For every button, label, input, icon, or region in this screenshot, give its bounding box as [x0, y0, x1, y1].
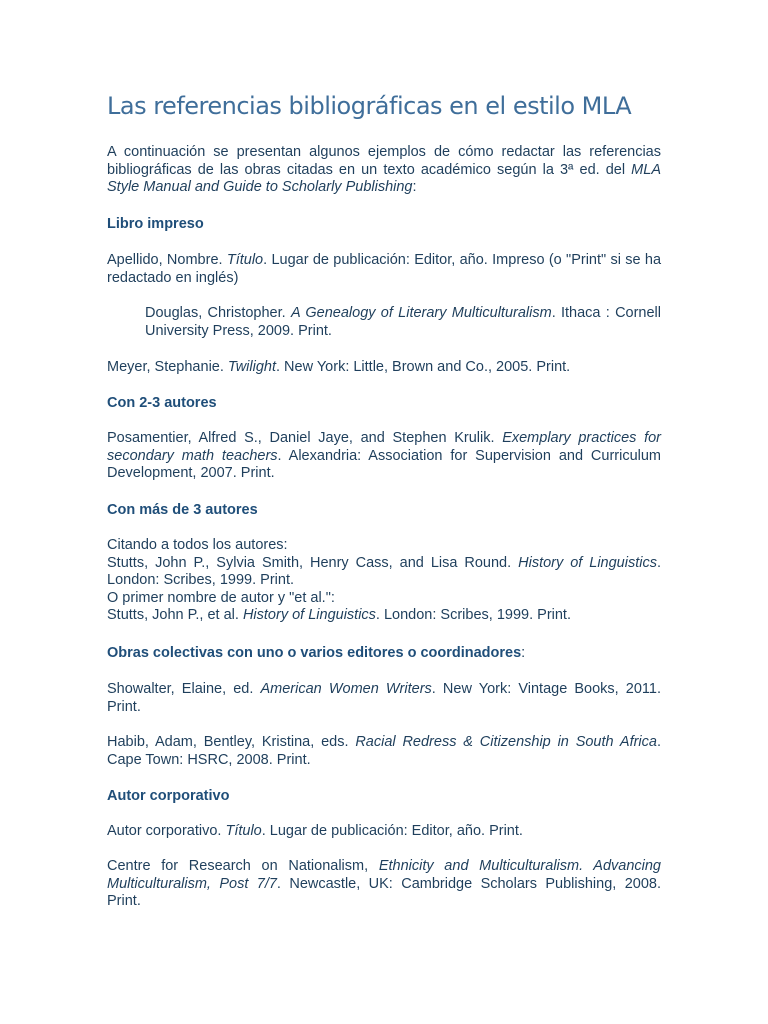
- more-than-3-authors-block: [107, 537, 661, 625]
- heading-obras-colectivas: Obras colectivas con uno o varios editores o coordinadores:: [107, 645, 526, 661]
- note-et-al: O primer nombre de autor y "et al.":: [107, 589, 335, 606]
- heading-autor-corporativo: Autor corporativo: [107, 788, 230, 804]
- pattern-libro-impreso: Apellido, Nombre. Título. Lugar de publicación: Editor, año. Impreso (o "Print" si se ha redactado en inglés): [107, 252, 662, 286]
- heading-mas-de-3-autores: Con más de 3 autores: [107, 502, 258, 518]
- reference-douglas: Douglas, Christopher. A Genealogy of Literary Multiculturalism. Ithaca : Cornell University Press, 2009. Print.: [145, 305, 662, 339]
- reference-stutts-et-al: Stutts, John P., et al. History of Linguistics. London: Scribes, 1999. Print.: [107, 607, 571, 623]
- reference-meyer: Meyer, Stephanie. Twilight. New York: Little, Brown and Co., 2005. Print.: [107, 359, 571, 375]
- heading-con-2-3-autores: Con 2-3 autores: [107, 395, 217, 411]
- reference-posamentier: Posamentier, Alfred S., Daniel Jaye, and Stephen Krulik. Exemplary practices for secondary math teachers. Alexandria: Association for Supervision and Curriculum Development, 2007. Print.: [107, 430, 662, 481]
- reference-showalter: Showalter, Elaine, ed. American Women Writers. New York: Vintage Books, 2011. Print.: [107, 681, 661, 715]
- reference-habib: Habib, Adam, Bentley, Kristina, eds. Racial Redress & Citizenship in South Africa. Cape Town: HSRC, 2008. Print.: [107, 734, 661, 768]
- manual-title: MLA Style Manual and Guide to Scholarly Publishing: [107, 161, 661, 195]
- reference-centre-research: Centre for Research on Nationalism, Ethnicity and Multiculturalism. Advancing Multiculturalism, Post 7/7. Newcastle, UK: Cambridge Scholars Publishing, 2008. Print.: [107, 858, 662, 909]
- intro-paragraph: A continuación se presentan algunos ejemplos de cómo redactar las referencias bibliográficas de las obras citadas en un texto académico según la 3ª ed. del MLA Style Manual and Guide to Scholarly Publishing:: [107, 144, 661, 195]
- page-title: Las referencias bibliográficas en el estilo MLA: [107, 92, 632, 120]
- note-all-authors: Citando a todos los autores:: [107, 537, 288, 553]
- heading-libro-impreso: Libro impreso: [107, 216, 204, 232]
- reference-stutts-full: Stutts, John P., Sylvia Smith, Henry Cass, and Lisa Round. History of Linguistics.: [107, 554, 661, 571]
- pattern-autor-corporativo: Autor corporativo. Título. Lugar de publicación: Editor, año. Print.: [107, 823, 523, 839]
- reference-stutts-full-cont: London: Scribes, 1999. Print.: [107, 572, 295, 588]
